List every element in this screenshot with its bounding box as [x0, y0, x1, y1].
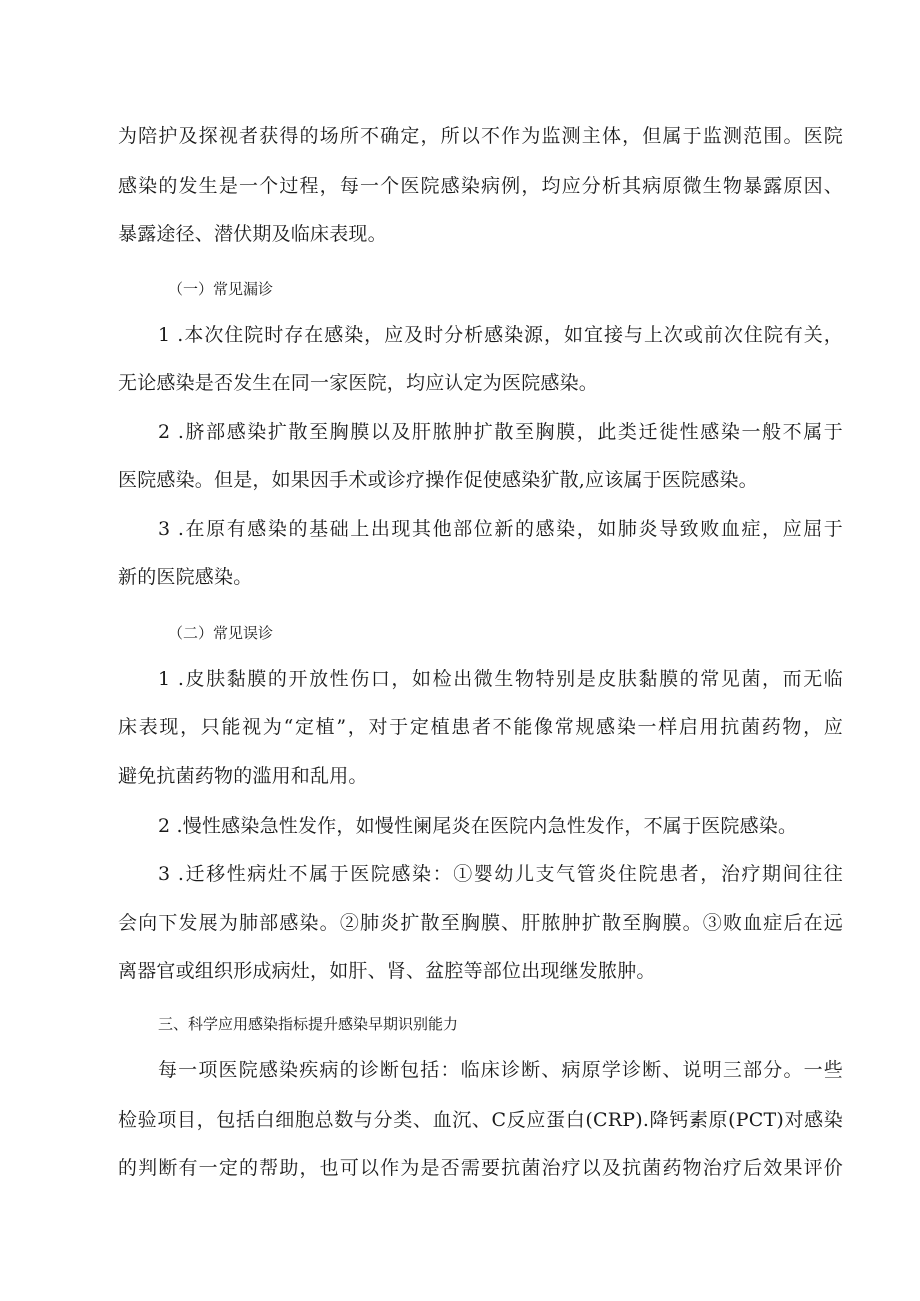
paragraph-8-line-2: 检验项目，包括白细胞总数与分类、血沉、C反应蛋白(CRP).降钙素原(PCT)对感染 — [118, 1109, 843, 1131]
paragraph-4-line-1: 3 .在原有感染的基础上出现其他部位新的感染，如肺炎导致败血症，应屈于 — [158, 518, 843, 540]
section-heading-infection-indicators: 三、科学应用感染指标提升感染早期识别能力 — [158, 1015, 459, 1033]
paragraph-3-line-2: 医院感染。但是，如果因手术或诊疗操作促使感染犷散,应该属于医院感染。 — [118, 469, 758, 491]
paragraph-8-line-1: 每一项医院感染疾病的诊断包括：临床诊断、病原学诊断、说明三部分。一些 — [158, 1059, 843, 1081]
paragraph-7-line-3: 离器官或组织形成病灶，如肝、肾、盆腔等部位出现继发脓肿。 — [118, 960, 656, 982]
paragraph-6-line-1: 2 .慢性感染急性发作，如慢性阑尾炎在医院内急性发作，不属于医院感染。 — [158, 815, 798, 837]
paragraph-4-line-2: 新的医院感染。 — [118, 566, 253, 588]
section-heading-common-missed-diagnosis: （一）常见漏诊 — [168, 280, 274, 298]
paragraph-1-line-2: 感染的发生是一个过程，每一个医院感染病例，均应分析其病原微生物暴露原因、 — [118, 175, 843, 197]
paragraph-7-line-1: 3 .迁移性病灶不属于医院感染：①婴幼儿支气管炎住院患者，治疗期间往往 — [158, 863, 843, 885]
paragraph-1-line-3: 暴露途径、潜伏期及临床表现。 — [118, 223, 387, 245]
paragraph-2-line-1: 1 .本次住院时存在感染，应及时分析感染源，如宜接与上次或前次住院有关， — [158, 324, 843, 346]
paragraph-5-line-1: 1 .皮肤黏膜的开放性伤口，如检出微生物特别是皮肤黏膜的常见菌，而无临 — [158, 668, 843, 690]
paragraph-1-line-1: 为陪护及探视者获得的场所不确定，所以不作为监测主体，但属于监测范围。医院 — [118, 125, 843, 147]
paragraph-2-line-2: 无论感染是否发生在同一家医院，均应认定为医院感染。 — [118, 372, 599, 394]
paragraph-7-line-2: 会向下发展为肺部感染。②肺炎扩散至胸膜、肝脓肿扩散至胸膜。③败血症后在远 — [118, 912, 843, 934]
section-heading-common-misdiagnosis: （二）常见误诊 — [168, 624, 274, 642]
paragraph-3-line-1: 2 .脐部感染扩散至胸膜以及肝脓肿扩散至胸膜，此类迁徙性感染一般不属于 — [158, 421, 843, 443]
paragraph-5-line-2: 床表现，只能视为“定植”，对于定植患者不能像常规感染一样启用抗菌药物，应 — [118, 716, 843, 738]
paragraph-8-line-3: 的判断有一定的帮助，也可以作为是否需要抗菌治疗以及抗菌药物治疗后效果评价 — [118, 1157, 843, 1179]
paragraph-5-line-3: 避免抗菌药物的滥用和乱用。 — [118, 765, 368, 787]
